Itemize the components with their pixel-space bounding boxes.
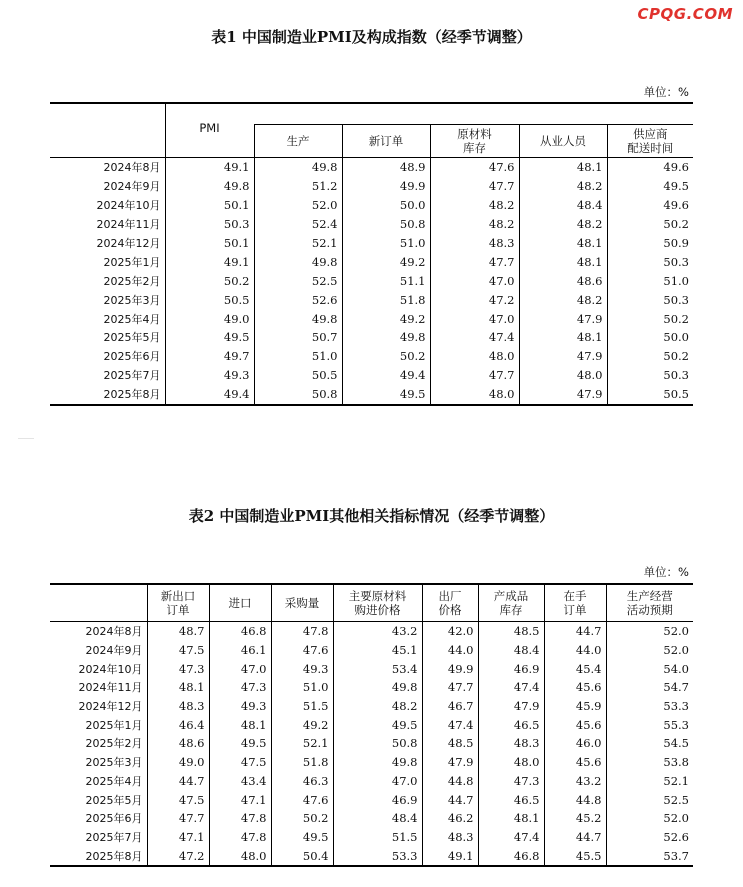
table-cell: 49.4: [342, 366, 430, 385]
table-cell: 48.1: [519, 158, 607, 177]
header-line: 库存: [499, 603, 523, 617]
table-cell: 47.4: [430, 328, 519, 347]
header-line: 价格: [438, 603, 462, 617]
row-month-label: 2025年8月: [103, 388, 161, 402]
row-month-label: 2024年8月: [85, 625, 143, 639]
table1-header-production: 生产: [254, 125, 342, 158]
table1-title: 表1 中国制造业PMI及构成指数（经季节调整）: [211, 28, 532, 46]
table-row: [50, 753, 693, 772]
table-row: [50, 271, 693, 290]
table-cell: 49.3: [271, 659, 333, 678]
table-cell: 47.7: [422, 678, 478, 697]
table-cell: 46.4: [147, 715, 209, 734]
row-month-label: 2025年2月: [103, 274, 161, 288]
table-cell: 48.2: [430, 215, 519, 234]
table-cell: 52.0: [606, 809, 693, 828]
table-cell: 53.3: [333, 846, 422, 866]
table-cell: 45.5: [544, 846, 606, 866]
table2-column-header: [147, 584, 209, 622]
row-month-label: 2025年2月: [85, 737, 143, 751]
table-cell: 48.1: [519, 252, 607, 271]
table-cell: 48.1: [209, 715, 271, 734]
table-cell: 47.7: [147, 809, 209, 828]
table2-column-header: [209, 584, 271, 622]
table-cell: 51.5: [271, 697, 333, 716]
table-cell: 47.2: [430, 290, 519, 309]
table-cell: 50.2: [165, 271, 254, 290]
table-cell: 48.4: [333, 809, 422, 828]
table-cell: 48.2: [430, 196, 519, 215]
table1-header-new-orders: 新订单: [342, 125, 430, 158]
header-line: 库存: [463, 141, 486, 155]
table-row: [50, 641, 693, 660]
table2-header-row: [50, 584, 693, 622]
table-cell: 50.5: [254, 366, 342, 385]
table-cell: 47.9: [519, 347, 607, 366]
table-cell: 49.8: [165, 177, 254, 196]
table-cell: 44.7: [147, 772, 209, 791]
table-cell: 49.3: [165, 366, 254, 385]
table-cell: 48.1: [478, 809, 544, 828]
table-row: [50, 309, 693, 328]
table-cell: 48.4: [478, 641, 544, 660]
table-cell: 49.5: [333, 715, 422, 734]
table-cell: 49.6: [607, 196, 693, 215]
table-cell: 50.2: [342, 347, 430, 366]
header-line: 活动预期: [626, 603, 673, 617]
header-line: 订单: [563, 603, 587, 617]
table-cell: 53.3: [606, 697, 693, 716]
table-cell: 51.0: [254, 347, 342, 366]
row-month-label: 2025年5月: [103, 331, 161, 345]
table-cell: 50.2: [607, 309, 693, 328]
table-cell: 49.8: [254, 158, 342, 177]
table-cell: 50.3: [607, 290, 693, 309]
table-cell: 48.6: [147, 734, 209, 753]
table-cell: 47.7: [430, 177, 519, 196]
table-cell: 50.3: [165, 215, 254, 234]
table-row: [50, 290, 693, 309]
row-month-label: 2025年6月: [103, 350, 161, 364]
header-line: 出厂: [438, 589, 462, 603]
table-cell: 51.1: [342, 271, 430, 290]
table-cell: 54.0: [606, 659, 693, 678]
table-row: [50, 196, 693, 215]
table-cell: 48.3: [478, 734, 544, 753]
table-cell: 55.3: [606, 715, 693, 734]
table-cell: 46.0: [544, 734, 606, 753]
table-cell: 49.0: [165, 309, 254, 328]
row-month-label: 2024年10月: [78, 662, 143, 676]
table-cell: 48.0: [519, 366, 607, 385]
header-line: 产成品: [493, 589, 529, 603]
table-cell: 50.2: [607, 347, 693, 366]
table-cell: 50.5: [165, 290, 254, 309]
table-cell: 49.1: [422, 846, 478, 866]
table2-body: [50, 622, 693, 866]
row-month-label: 2024年9月: [85, 644, 143, 658]
table2-column-header: [333, 584, 422, 622]
table1-header-employment: 从业人员: [519, 125, 607, 158]
row-month-label: 2025年4月: [103, 312, 161, 326]
table-cell: 47.4: [478, 678, 544, 697]
row-month-label: 2024年11月: [96, 218, 161, 232]
table-cell: 50.5: [607, 385, 693, 405]
table-cell: 47.8: [209, 828, 271, 847]
table-cell: 47.2: [147, 846, 209, 866]
table1-header-pmi: PMI: [165, 103, 254, 157]
table-row: [50, 734, 693, 753]
table-cell: 49.2: [271, 715, 333, 734]
table-cell: 44.8: [544, 790, 606, 809]
table-row: [50, 846, 693, 866]
table2-other-indicators: [50, 583, 693, 867]
header-line: 配送时间: [627, 141, 674, 155]
table1-header-spacer: [254, 103, 693, 125]
table-cell: 50.9: [607, 234, 693, 253]
table-row: [50, 158, 693, 177]
table-row: [50, 772, 693, 791]
table-cell: 44.7: [544, 622, 606, 641]
table-row: [50, 215, 693, 234]
table-cell: 46.5: [478, 715, 544, 734]
table-cell: 49.1: [165, 158, 254, 177]
table-cell: 47.7: [430, 252, 519, 271]
row-month-label: 2025年1月: [103, 255, 161, 269]
header-line: 主要原材料: [348, 589, 407, 603]
table-cell: 50.3: [607, 366, 693, 385]
table-cell: 54.7: [606, 678, 693, 697]
table1-corner-cell: [50, 103, 165, 157]
table-cell: 48.0: [478, 753, 544, 772]
table-row: [50, 385, 693, 405]
table-cell: 47.9: [519, 385, 607, 405]
table-cell: 48.7: [147, 622, 209, 641]
table-cell: 46.8: [209, 622, 271, 641]
table-cell: 43.4: [209, 772, 271, 791]
table-cell: 49.5: [209, 734, 271, 753]
table-cell: 48.2: [333, 697, 422, 716]
table1-unit: 单位：%: [643, 85, 689, 99]
table-row: [50, 659, 693, 678]
table-cell: 48.1: [147, 678, 209, 697]
table-cell: 48.6: [519, 271, 607, 290]
table-cell: 47.8: [209, 809, 271, 828]
table-cell: 48.3: [147, 697, 209, 716]
table-row: [50, 790, 693, 809]
table-row: [50, 177, 693, 196]
row-month-label: 2024年10月: [96, 199, 161, 213]
table-cell: 49.8: [333, 678, 422, 697]
table-cell: 43.2: [544, 772, 606, 791]
table-cell: 52.1: [606, 772, 693, 791]
header-line: 订单: [166, 603, 190, 617]
table-cell: 48.9: [342, 158, 430, 177]
table2-unit: 单位：%: [643, 565, 689, 579]
table-cell: 48.5: [422, 734, 478, 753]
table-cell: 46.3: [271, 772, 333, 791]
table-cell: 46.9: [333, 790, 422, 809]
table-cell: 51.0: [271, 678, 333, 697]
table-row: [50, 328, 693, 347]
table-cell: 52.1: [254, 234, 342, 253]
divider-mark: [18, 438, 34, 439]
table-cell: 46.5: [478, 790, 544, 809]
table-cell: 50.8: [342, 215, 430, 234]
table-row: [50, 252, 693, 271]
table-cell: 50.0: [607, 328, 693, 347]
table-cell: 47.6: [430, 158, 519, 177]
table-cell: 51.5: [333, 828, 422, 847]
table-cell: 48.4: [519, 196, 607, 215]
table-cell: 44.8: [422, 772, 478, 791]
table-cell: 49.5: [342, 385, 430, 405]
table-cell: 47.8: [271, 622, 333, 641]
row-month-label: 2025年3月: [103, 293, 161, 307]
table-cell: 52.5: [606, 790, 693, 809]
table-row: [50, 828, 693, 847]
table-cell: 47.5: [147, 790, 209, 809]
table1-header-raw-inventory: [430, 125, 519, 158]
table-cell: 47.0: [430, 309, 519, 328]
table2-corner-cell: [50, 584, 147, 622]
table-row: [50, 809, 693, 828]
table-cell: 47.5: [209, 753, 271, 772]
table-cell: 52.6: [254, 290, 342, 309]
table-cell: 48.5: [478, 622, 544, 641]
header-line: 供应商: [633, 127, 668, 141]
table-cell: 48.2: [519, 290, 607, 309]
table-cell: 45.9: [544, 697, 606, 716]
row-month-label: 2025年7月: [103, 369, 161, 383]
table-cell: 44.0: [544, 641, 606, 660]
watermark-logo: CPQG.COM: [637, 5, 733, 23]
table-row: [50, 366, 693, 385]
table-cell: 52.0: [606, 622, 693, 641]
table-cell: 48.2: [519, 215, 607, 234]
table-cell: 53.4: [333, 659, 422, 678]
table-cell: 47.4: [478, 828, 544, 847]
table-cell: 50.1: [165, 196, 254, 215]
table-cell: 49.5: [607, 177, 693, 196]
header-line: 在手: [563, 589, 587, 603]
table-cell: 46.8: [478, 846, 544, 866]
table-cell: 49.1: [165, 252, 254, 271]
row-month-label: 2025年6月: [85, 812, 143, 826]
table-cell: 50.3: [607, 252, 693, 271]
row-month-label: 2024年12月: [78, 700, 143, 714]
table-cell: 47.6: [271, 790, 333, 809]
table-cell: 53.7: [606, 846, 693, 866]
table-cell: 47.5: [147, 641, 209, 660]
table-cell: 46.9: [478, 659, 544, 678]
table-cell: 54.5: [606, 734, 693, 753]
table-cell: 49.8: [254, 309, 342, 328]
table-cell: 49.5: [271, 828, 333, 847]
table-cell: 45.6: [544, 678, 606, 697]
table-cell: 47.3: [478, 772, 544, 791]
table-cell: 44.0: [422, 641, 478, 660]
table-cell: 49.7: [165, 347, 254, 366]
table-cell: 42.0: [422, 622, 478, 641]
table-cell: 49.4: [165, 385, 254, 405]
table1-header-delivery-time: [607, 125, 693, 158]
table-row: [50, 234, 693, 253]
row-month-label: 2025年8月: [85, 849, 143, 863]
row-month-label: 2025年4月: [85, 774, 143, 788]
table-cell: 49.2: [342, 309, 430, 328]
row-month-label: 2025年3月: [85, 756, 143, 770]
table-cell: 45.4: [544, 659, 606, 678]
table-cell: 51.8: [342, 290, 430, 309]
table-cell: 52.1: [271, 734, 333, 753]
table-cell: 49.9: [342, 177, 430, 196]
table-cell: 44.7: [422, 790, 478, 809]
row-month-label: 2025年5月: [85, 793, 143, 807]
table2-column-header: [422, 584, 478, 622]
table-cell: 50.1: [165, 234, 254, 253]
table-row: [50, 697, 693, 716]
table-cell: 47.4: [422, 715, 478, 734]
table-cell: 48.2: [519, 177, 607, 196]
row-month-label: 2024年9月: [103, 180, 161, 194]
header-line: 生产经营: [626, 589, 673, 603]
table-cell: 47.9: [478, 697, 544, 716]
table-cell: 47.0: [333, 772, 422, 791]
table-cell: 48.0: [430, 347, 519, 366]
table-cell: 47.7: [430, 366, 519, 385]
table-cell: 49.9: [422, 659, 478, 678]
table-cell: 49.3: [209, 697, 271, 716]
header-line: 新出口: [160, 589, 196, 603]
table-cell: 48.1: [519, 234, 607, 253]
table-row: [50, 715, 693, 734]
table-cell: 47.9: [519, 309, 607, 328]
table-cell: 43.2: [333, 622, 422, 641]
header-line: 原材料: [457, 127, 492, 141]
table-cell: 44.7: [544, 828, 606, 847]
header-line: 采购量: [284, 596, 320, 610]
table-cell: 49.8: [254, 252, 342, 271]
table-cell: 47.1: [209, 790, 271, 809]
table-cell: 50.7: [254, 328, 342, 347]
table-cell: 49.8: [342, 328, 430, 347]
table-cell: 50.4: [271, 846, 333, 866]
header-line: 进口: [228, 596, 252, 610]
table-cell: 52.5: [254, 271, 342, 290]
table-cell: 52.0: [254, 196, 342, 215]
table2-column-header: [606, 584, 693, 622]
table-cell: 49.8: [333, 753, 422, 772]
table-cell: 45.1: [333, 641, 422, 660]
table-cell: 48.1: [519, 328, 607, 347]
table-cell: 51.2: [254, 177, 342, 196]
table-cell: 52.6: [606, 828, 693, 847]
table-cell: 47.3: [147, 659, 209, 678]
table-cell: 47.0: [430, 271, 519, 290]
table1-body: [50, 158, 693, 405]
table-cell: 48.3: [430, 234, 519, 253]
table-cell: 49.6: [607, 158, 693, 177]
table2-column-header: [271, 584, 333, 622]
table-cell: 49.2: [342, 252, 430, 271]
row-month-label: 2024年11月: [78, 681, 143, 695]
table-cell: 47.0: [209, 659, 271, 678]
table-cell: 45.6: [544, 753, 606, 772]
table-cell: 49.5: [165, 328, 254, 347]
table-cell: 50.8: [254, 385, 342, 405]
row-month-label: 2025年7月: [85, 830, 143, 844]
table-cell: 50.8: [333, 734, 422, 753]
table-cell: 51.0: [607, 271, 693, 290]
table-cell: 47.9: [422, 753, 478, 772]
table-cell: 48.3: [422, 828, 478, 847]
table-cell: 45.2: [544, 809, 606, 828]
table-cell: 50.0: [342, 196, 430, 215]
table-cell: 47.6: [271, 641, 333, 660]
table-cell: 52.4: [254, 215, 342, 234]
table1-pmi-components: [50, 102, 693, 406]
table-cell: 52.0: [606, 641, 693, 660]
row-month-label: 2024年8月: [103, 161, 161, 175]
row-month-label: 2025年1月: [85, 718, 143, 732]
table-cell: 50.2: [607, 215, 693, 234]
table2-column-header: [478, 584, 544, 622]
row-month-label: 2024年12月: [96, 237, 161, 250]
table-cell: 46.2: [422, 809, 478, 828]
table-cell: 51.0: [342, 234, 430, 253]
table-cell: 47.1: [147, 828, 209, 847]
table-cell: 53.8: [606, 753, 693, 772]
table-cell: 50.2: [271, 809, 333, 828]
table-cell: 48.0: [209, 846, 271, 866]
table2-title: 表2 中国制造业PMI其他相关指标情况（经季节调整）: [188, 507, 555, 525]
table-cell: 46.7: [422, 697, 478, 716]
table-cell: 49.0: [147, 753, 209, 772]
table-cell: 46.1: [209, 641, 271, 660]
table2-column-header: [544, 584, 606, 622]
table-row: [50, 622, 693, 641]
table-row: [50, 347, 693, 366]
table-cell: 51.8: [271, 753, 333, 772]
table-cell: 47.3: [209, 678, 271, 697]
table-cell: 45.6: [544, 715, 606, 734]
table-row: [50, 678, 693, 697]
header-line: 购进价格: [354, 603, 401, 617]
table-cell: 48.0: [430, 385, 519, 405]
